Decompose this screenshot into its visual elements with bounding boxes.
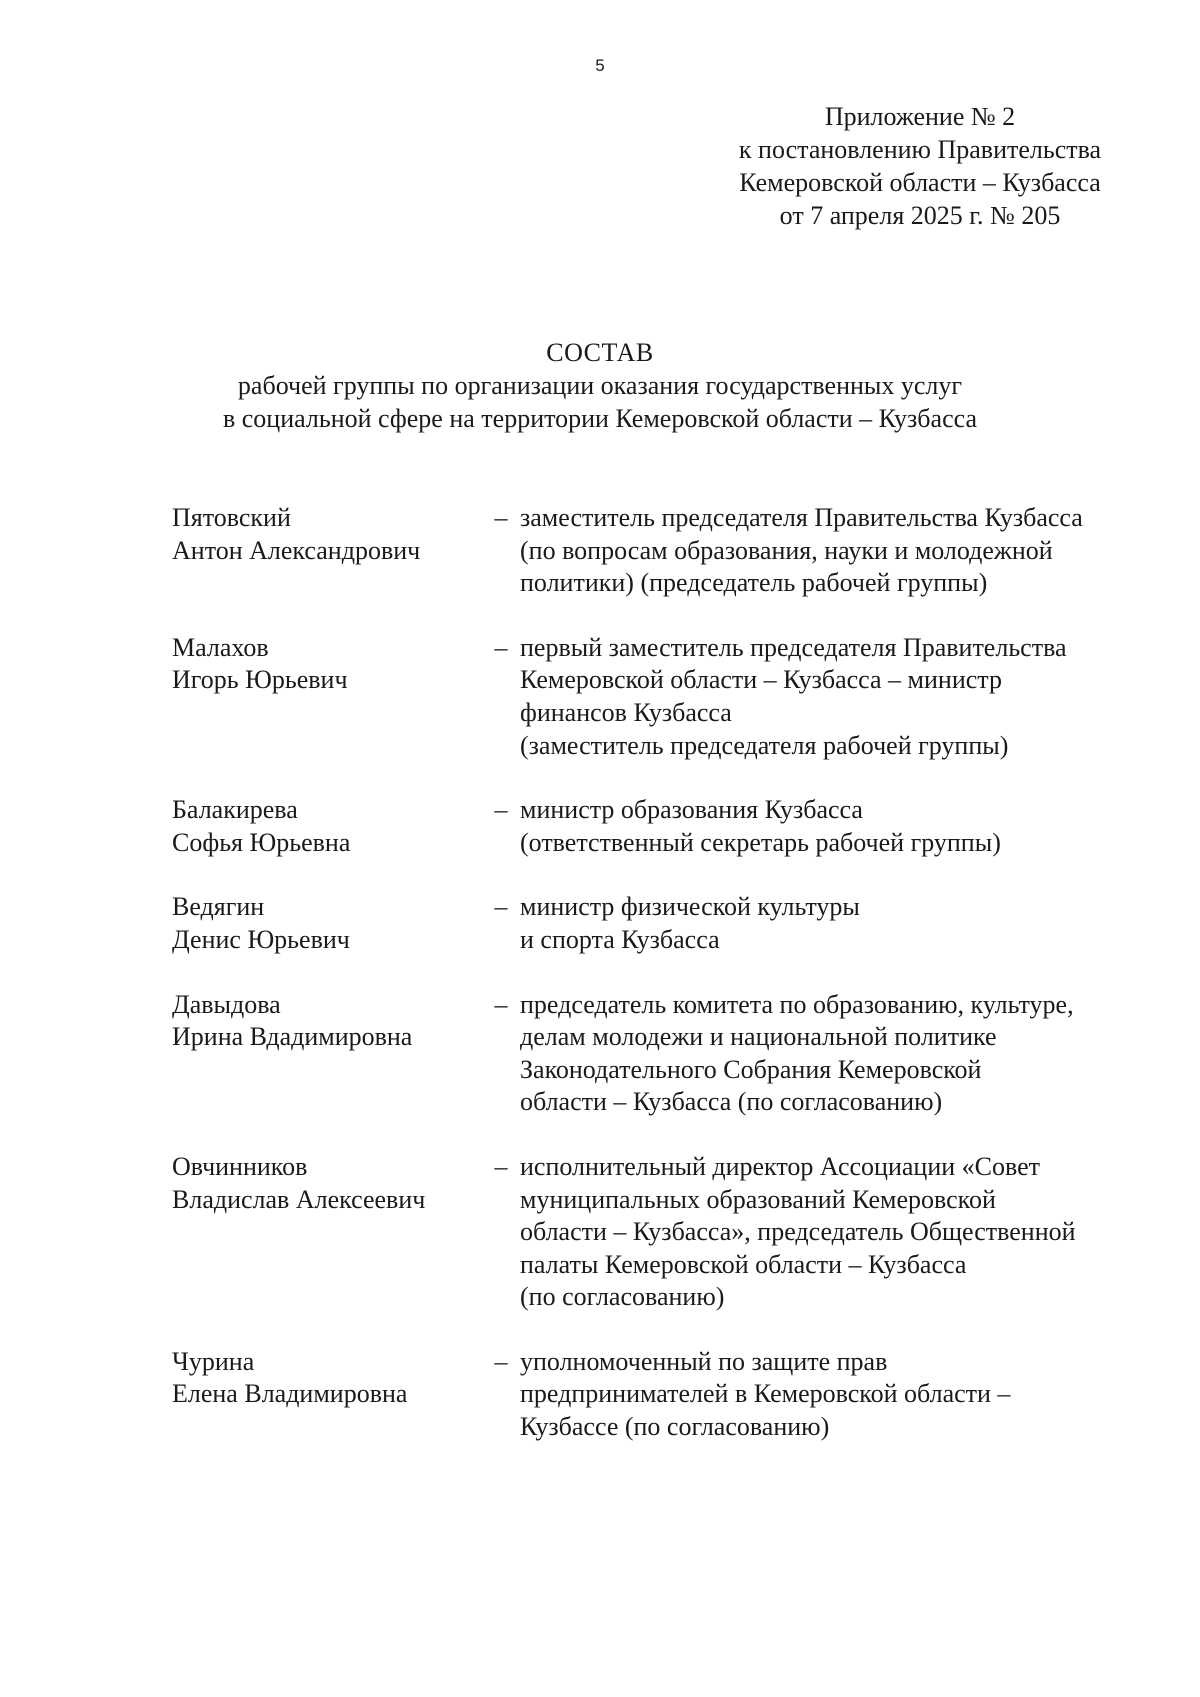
member-given-name: Антон Александрович [172, 535, 421, 565]
member-given-name: Софья Юрьевна [172, 827, 351, 857]
document-subtitle-line: в социальной сфере на территории Кемеровской области – Кузбасса [222, 404, 978, 433]
member-role-line: (по согласованию) [520, 1282, 725, 1312]
member-role-line: (по вопросам образования, науки и молодежной [520, 535, 1053, 565]
member-role-line: области – Кузбасса», председатель Общественной [520, 1217, 1076, 1247]
member-dash: – [494, 632, 508, 662]
member-entry [172, 1346, 1152, 1444]
page-number: 5 [595, 56, 605, 75]
member-surname: Пятовский [172, 503, 291, 532]
member-role-line: министр образования Кузбасса [520, 795, 863, 825]
member-role-line: исполнительный директор Ассоциации «Совет [520, 1151, 1041, 1181]
member-role-line: области – Кузбасса (по согласованию) [520, 1087, 943, 1117]
member-entry [172, 632, 1152, 762]
member-surname: Чурина [172, 1346, 255, 1376]
member-name [172, 794, 482, 859]
member-role-line: председатель комитета по образованию, культуре, [520, 989, 1074, 1019]
member-surname: Малахов [172, 632, 269, 662]
member-role [520, 1151, 1130, 1314]
member-dash: – [494, 1151, 508, 1181]
member-name [172, 891, 482, 956]
member-role [520, 632, 1130, 762]
member-entry [172, 989, 1152, 1119]
member-role-line: предпринимателей в Кемеровской области – [520, 1379, 1011, 1409]
member-name [172, 502, 482, 600]
members-list [172, 502, 1152, 1476]
member-role [520, 794, 1130, 859]
appendix-line: от 7 апреля 2025 г. № 205 [779, 201, 1061, 230]
member-role [520, 1346, 1130, 1444]
member-role-line: заместитель председателя Правительства Кузбасса [520, 503, 1083, 532]
member-role-line: муниципальных образований Кемеровской [520, 1184, 996, 1214]
member-given-name: Денис Юрьевич [172, 924, 350, 954]
member-role-line: палаты Кемеровской области – Кузбасса [520, 1249, 967, 1279]
document-subtitle-line: рабочей группы по организации оказания государственных услуг [237, 371, 963, 400]
member-surname: Балакирева [172, 795, 298, 825]
member-entry [172, 794, 1152, 859]
member-role-line: политики) (председатель рабочей группы) [520, 568, 988, 598]
member-role [520, 502, 1130, 600]
member-name [172, 632, 482, 762]
member-role-line: (заместитель председателя рабочей группы) [520, 730, 1009, 760]
member-role-line: (ответственный секретарь рабочей группы) [520, 827, 1001, 857]
member-given-name: Ирина Вдадимировна [172, 1022, 413, 1052]
member-role [520, 891, 1130, 956]
member-surname: Давыдова [172, 989, 281, 1019]
member-role-line: уполномоченный по защите прав [520, 1346, 888, 1376]
member-given-name: Игорь Юрьевич [172, 665, 348, 695]
member-entry [172, 502, 1152, 600]
member-role-line: Кузбассе (по согласованию) [520, 1412, 830, 1442]
document-title: СОСТАВ [546, 338, 654, 367]
member-dash: – [494, 795, 508, 825]
document-title-block [0, 336, 1200, 435]
member-name [172, 1346, 482, 1444]
member-role-line: делам молодежи и национальной политике [520, 1022, 997, 1052]
member-role-line: министр физической культуры [520, 892, 860, 922]
member-role-line: и спорта Кузбасса [520, 924, 720, 954]
member-surname: Овчинников [172, 1151, 308, 1181]
member-name [172, 989, 482, 1119]
appendix-reference [700, 100, 1140, 232]
member-dash: – [494, 503, 508, 532]
member-given-name: Елена Владимировна [172, 1379, 408, 1409]
appendix-line: Приложение № 2 [824, 102, 1016, 131]
member-surname: Ведягин [172, 892, 265, 922]
member-name [172, 1151, 482, 1314]
member-entry [172, 891, 1152, 956]
member-entry [172, 1151, 1152, 1314]
member-role [520, 989, 1130, 1119]
appendix-line: к постановлению Правительства [738, 135, 1102, 164]
member-dash: – [494, 1346, 508, 1376]
member-role-line: Законодательного Собрания Кемеровской [520, 1054, 982, 1084]
member-role-line: первый заместитель председателя Правительства [520, 632, 1067, 662]
member-role-line: Кемеровской области – Кузбасса – министр [520, 665, 1002, 695]
member-dash: – [494, 989, 508, 1019]
appendix-line: Кемеровской области – Кузбасса [739, 168, 1101, 197]
member-role-line: финансов Кузбасса [520, 697, 732, 727]
member-dash: – [494, 892, 508, 922]
member-given-name: Владислав Алексеевич [172, 1184, 426, 1214]
